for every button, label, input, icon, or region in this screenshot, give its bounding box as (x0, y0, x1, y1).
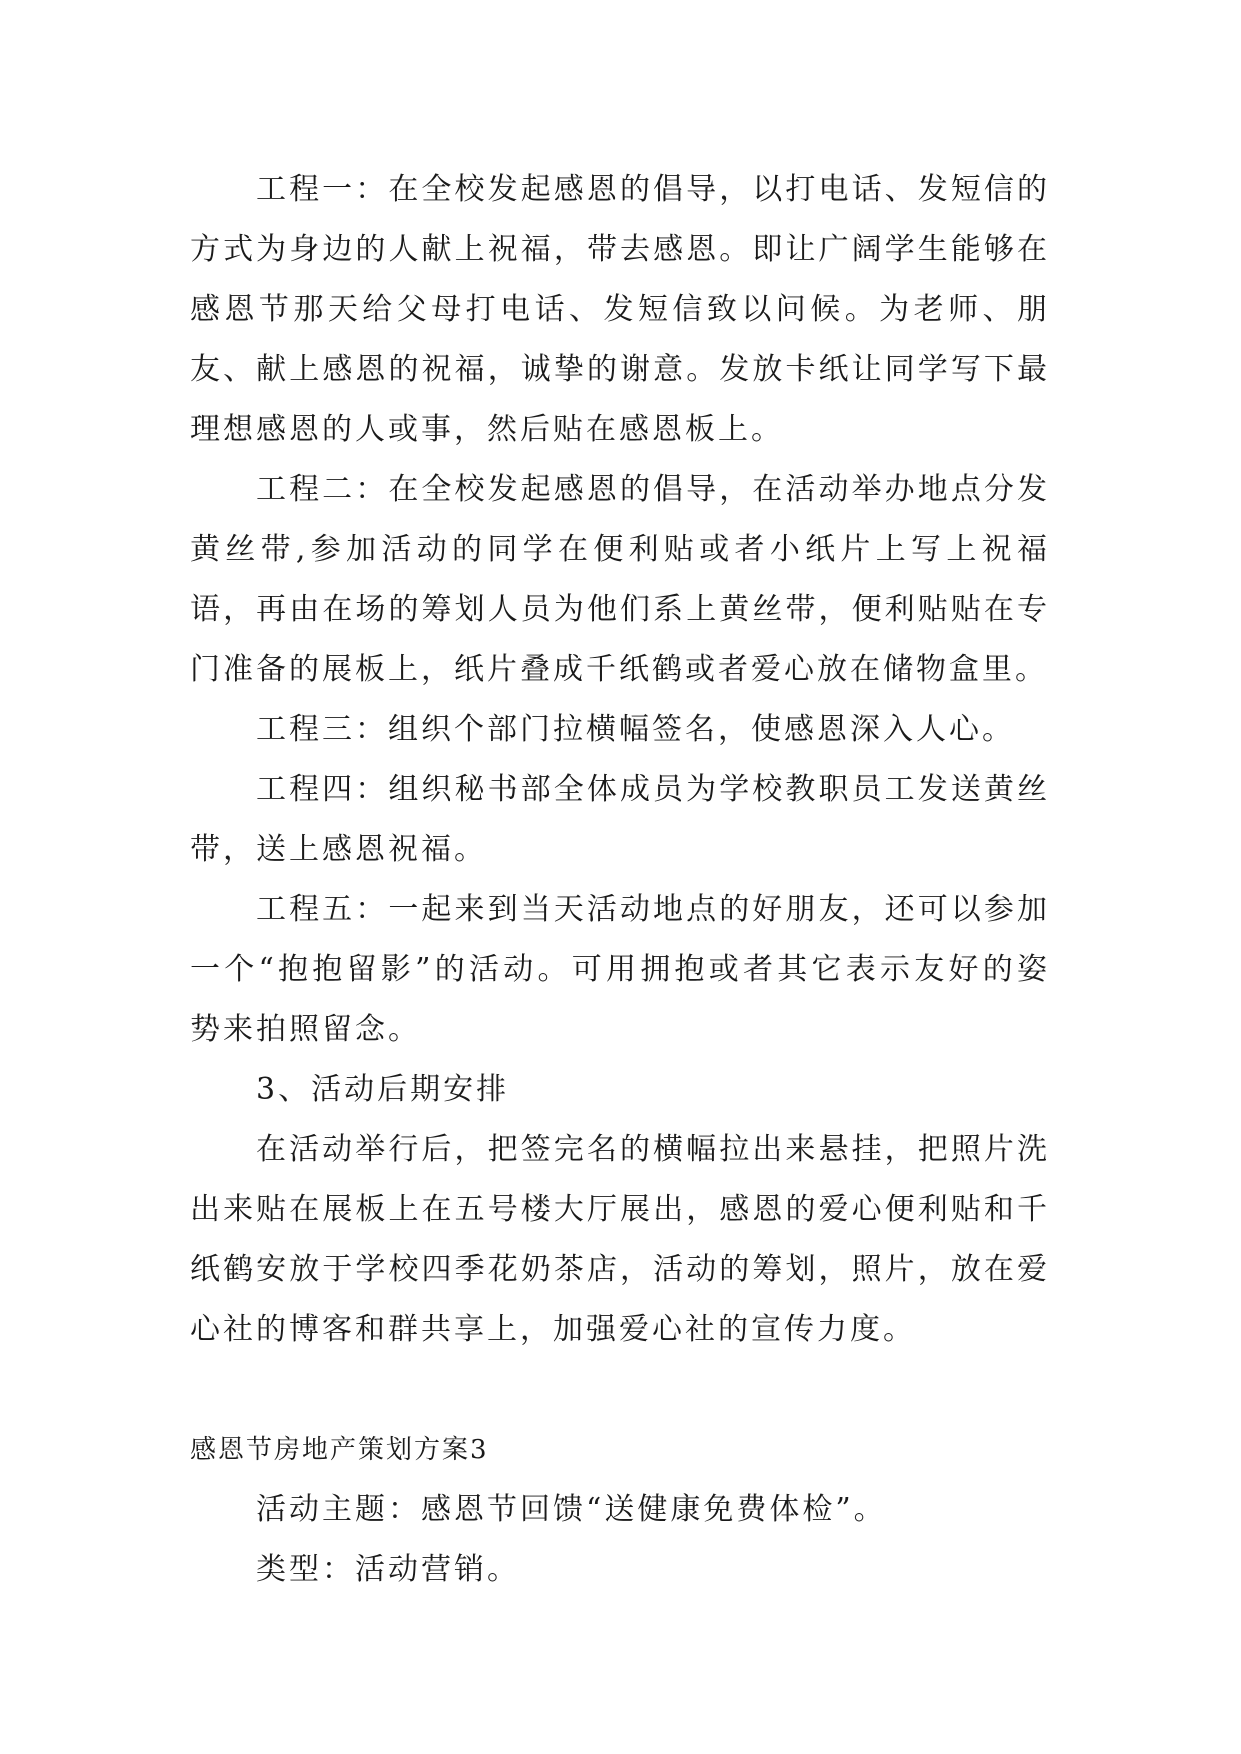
paragraph-activity-type: 类型：活动营销。 (256, 1552, 520, 1587)
subheading-post-activity: 3、活动后期安排 (256, 1072, 510, 1107)
paragraph-post-activity: 在活动举行后，把签完名的横幅拉出来悬挂，把照片洗出来贴在展板上在五号楼大厅展出，感恩的爱心便利贴和千纸鹤安放于学校四季花奶茶店，活动的筹划，照片，放在爱心社的博客和群共享上，加强爱心社的宣传力度。 (190, 1132, 1050, 1347)
section-spacer (190, 1360, 1050, 1420)
paragraph-project-4: 工程四：组织秘书部全体成员为学校教职员工发送黄丝带，送上感恩祝福。 (190, 772, 1050, 867)
paragraph-project-3: 工程三：组织个部门拉横幅签名，使感恩深入人心。 (256, 712, 1015, 747)
section-heading: 感恩节房地产策划方案3 (190, 1435, 489, 1465)
paragraph-project-1: 工程一：在全校发起感恩的倡导，以打电话、发短信的方式为身边的人献上祝福，带去感恩。即让广阔学生能够在感恩节那天给父母打电话、发短信致以问候。为老师、朋友、献上感恩的祝福，诚挚的谢意。发放卡纸让同学写下最理想感恩的人或事，然后贴在感恩板上。 (190, 172, 1050, 447)
paragraph-project-5: 工程五：一起来到当天活动地点的好朋友，还可以参加一个“抱抱留影”的活动。可用拥抱或者其它表示友好的姿势来拍照留念。 (190, 892, 1050, 1047)
document-body (190, 160, 1050, 1600)
paragraph-activity-theme: 活动主题：感恩节回馈“送健康免费体检”。 (256, 1492, 887, 1527)
paragraph-project-2: 工程二：在全校发起感恩的倡导，在活动举办地点分发黄丝带,参加活动的同学在便利贴或者小纸片上写上祝福语，再由在场的筹划人员为他们系上黄丝带，便利贴贴在专门准备的展板上，纸片叠成千纸鹤或者爱心放在储物盒里。 (190, 472, 1050, 687)
